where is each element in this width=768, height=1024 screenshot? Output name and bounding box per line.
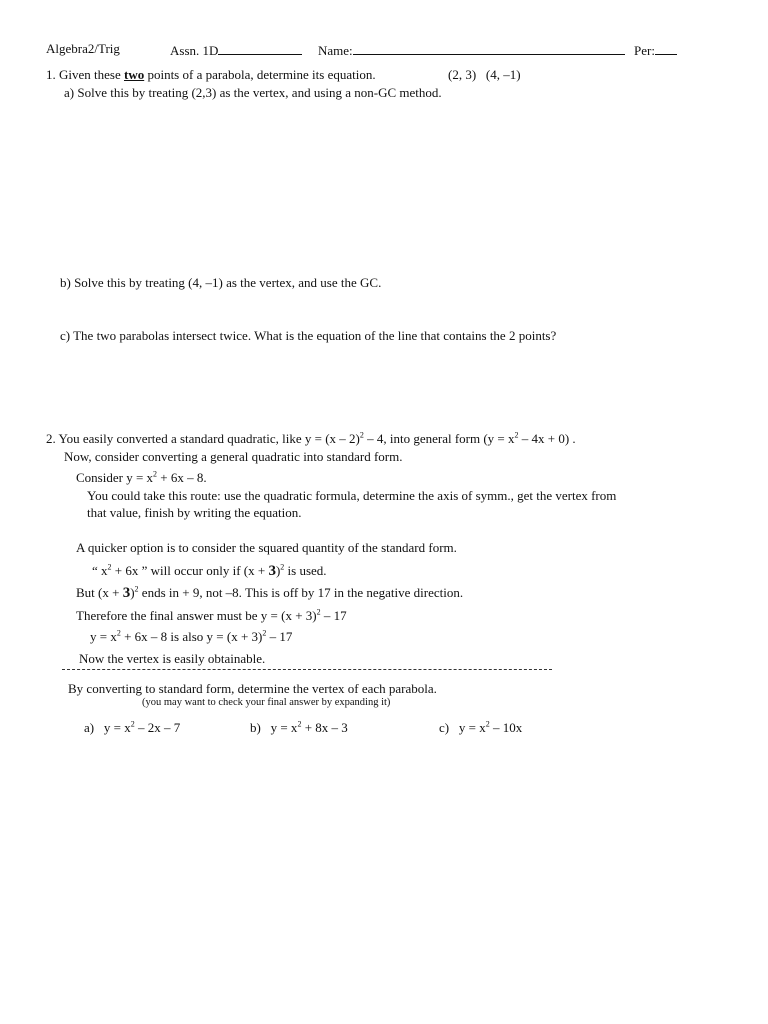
also-b: + 6x – 8 is also y = (x + 3): [120, 629, 263, 644]
q2-consider: [76, 471, 207, 484]
part-label: c): [439, 720, 450, 735]
exponent: 2: [107, 562, 112, 572]
q2-route1: You could take this route: use the quadratic formula, determine the axis of symm., get the vertex from: [87, 488, 617, 503]
period-label: Per:: [634, 43, 655, 58]
q2-therefore: [76, 609, 347, 622]
exponent: 2: [297, 719, 302, 729]
exponent: 2: [316, 607, 321, 617]
but-three: 3: [122, 585, 131, 601]
q2-part-c: [439, 721, 522, 734]
but-b: ): [130, 585, 135, 600]
assignment-block: [170, 42, 302, 57]
consider-a: Consider y = x: [76, 470, 154, 485]
q2-instruction: By converting to standard form, determine the vertex of each parabola.: [68, 681, 437, 696]
exponent: 2: [262, 628, 267, 638]
q2-part-a: [84, 721, 180, 734]
q1-part-a: a) Solve this by treating (2,3) as the vertex, and using a non-GC method.: [64, 85, 442, 100]
q1-part-b: b) Solve this by treating (4, –1) as the vertex, and use the GC.: [60, 275, 382, 290]
q2-line1-b: – 4, into general form (y = x: [363, 431, 515, 446]
occur-d: is used.: [284, 563, 327, 578]
q2-number: 2.: [46, 431, 56, 446]
occur-c: ): [275, 563, 281, 578]
dashed-divider: [62, 669, 552, 670]
period-field[interactable]: [655, 42, 677, 55]
q2-also: [90, 630, 292, 643]
part-label: b): [250, 720, 261, 735]
exponent: 2: [280, 562, 285, 572]
q1-number: 1.: [46, 67, 56, 82]
name-field[interactable]: [353, 42, 625, 55]
q1-part-c: c) The two parabolas intersect twice. What is the equation of the line that contains the 2 points?: [60, 328, 557, 343]
but-c: ends in + 9, not –8. This is off by 17 in the negative direction.: [138, 585, 464, 600]
header: [46, 42, 120, 55]
exponent: 2: [359, 430, 364, 440]
therefore-b: – 17: [320, 608, 347, 623]
consider-b: + 6x – 8.: [157, 470, 207, 485]
occur-b: + 6x ” will occur only if (x +: [111, 563, 269, 578]
part-eq-b: – 2x – 7: [134, 720, 181, 735]
exponent: 2: [116, 628, 121, 638]
but-a: But (x +: [76, 585, 123, 600]
q2-but: [76, 586, 463, 601]
q2-route2: that value, finish by writing the equation.: [87, 505, 302, 520]
q2-quicker: A quicker option is to consider the squared quantity of the standard form.: [76, 540, 457, 555]
name-label: Name:: [318, 43, 353, 58]
q1-points: [448, 68, 521, 81]
exponent: 2: [514, 430, 519, 440]
name-block: [318, 42, 625, 57]
exponent: 2: [134, 584, 139, 594]
q1-point2: (4, –1): [485, 67, 521, 82]
part-eq-a: y = x: [458, 720, 486, 735]
q2-line2: Now, consider converting a general quadratic into standard form.: [64, 449, 403, 464]
course-label: Algebra2/Trig: [46, 41, 120, 56]
also-c: – 17: [266, 629, 293, 644]
exponent: 2: [485, 719, 490, 729]
q2-occur: [92, 564, 327, 579]
part-eq-b: + 8x – 3: [301, 720, 348, 735]
exponent: 2: [153, 469, 158, 479]
q2-part-b: [250, 721, 348, 734]
assignment-label: Assn. 1D: [170, 43, 219, 58]
therefore-a: Therefore the final answer must be y = (x + 3): [76, 608, 317, 623]
q2-line1-a: You easily converted a standard quadratic, like y = (x – 2): [58, 431, 360, 446]
occur-a: “ x: [92, 563, 108, 578]
q1-stem-before: Given these: [59, 67, 121, 82]
part-eq-a: y = x: [270, 720, 298, 735]
q1-stem: [46, 68, 376, 81]
part-label: a): [84, 720, 95, 735]
assignment-underline: [218, 42, 302, 55]
q2-vertex-line: Now the vertex is easily obtainable.: [79, 651, 266, 666]
q2-hint: (you may want to check your final answer by expanding it): [142, 697, 391, 708]
occur-three: 3: [268, 563, 276, 579]
part-eq-a: y = x: [103, 720, 131, 735]
q2-line1-c: – 4x + 0) .: [518, 431, 576, 446]
q1-stem-bold: two: [123, 67, 145, 82]
q1-stem-after: points of a parabola, determine its equation.: [147, 67, 376, 82]
q2-line1: [46, 432, 576, 445]
q1-point1: (2, 3): [448, 67, 477, 82]
also-a: y = x: [90, 629, 117, 644]
period-block: [634, 42, 677, 57]
exponent: 2: [130, 719, 135, 729]
part-eq-b: – 10x: [489, 720, 523, 735]
